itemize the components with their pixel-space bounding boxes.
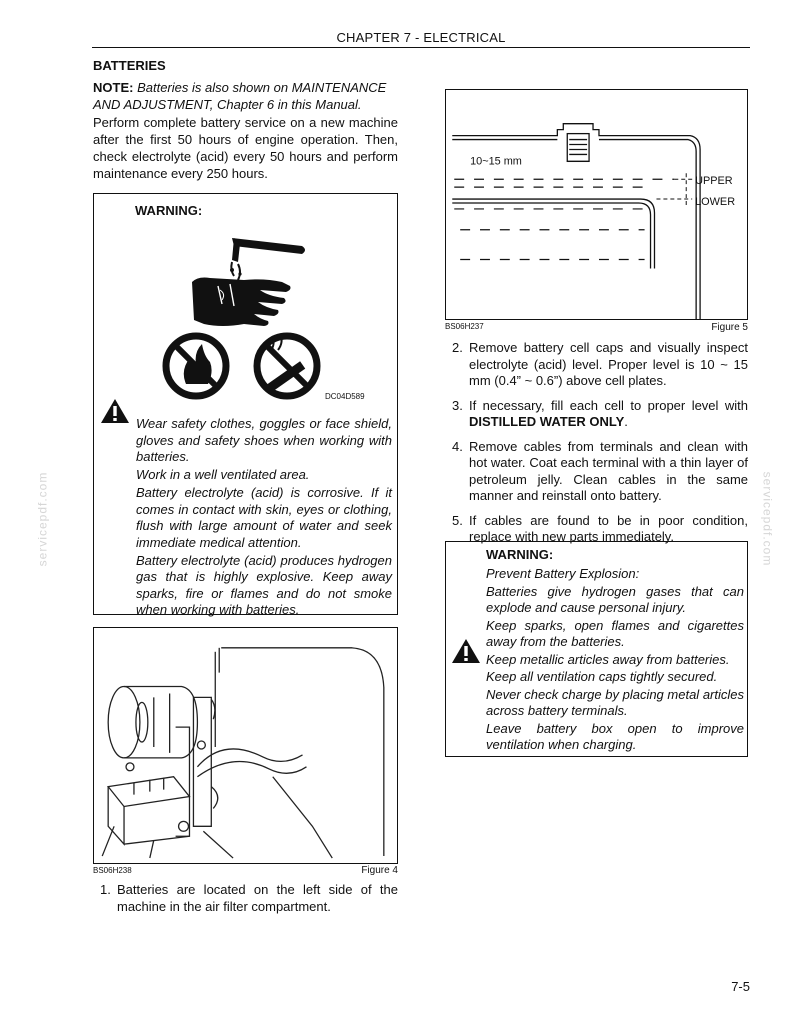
chapter-header: CHAPTER 7 - ELECTRICAL — [336, 30, 506, 45]
warning-line: Work in a well ventilated area. — [136, 467, 310, 482]
warning-line: Keep all ventilation caps tightly secured. — [486, 669, 718, 684]
step-text — [469, 398, 748, 431]
warning-line: Battery electrolyte (acid) produces hydrogen gas that is highly explosive. Keep away sparks, fire or flames and do not smoke when working with batteries. — [136, 552, 392, 617]
intro-paragraph: Perform complete battery service on a new machine after the first 50 hours of engine operation. Then, check electrolyte (acid) every 50 hours and perform maintenance every 250 hours. — [93, 115, 398, 181]
header-divider — [92, 47, 750, 48]
step-text: Remove cables from terminals and clean with hot water. Coat each terminal with a thin layer of petroleum jelly. Clean cables in the same manner and reinstall onto battery. — [469, 438, 748, 503]
watermark-right: servicepdf.com — [760, 471, 775, 567]
safety-pictogram — [152, 224, 342, 402]
list-item — [452, 340, 748, 390]
warning-text — [486, 566, 744, 755]
hand-icon — [192, 278, 291, 327]
warning-box-electrolyte — [93, 193, 398, 615]
note-text: Batteries is also shown on MAINTENANCE AND ADJUSTMENT, Chapter 6 in this Manual. — [93, 80, 387, 112]
step-number: 1. — [100, 882, 111, 897]
warning-line: Never check charge by placing metal articles across battery terminals. — [486, 686, 744, 718]
section-title: BATTERIES — [93, 58, 166, 73]
step-number: 2. — [452, 340, 463, 355]
step-list-right — [452, 340, 748, 554]
figure-4-frame — [93, 627, 398, 864]
warning-line: Leave battery box open to improve ventilation when charging. — [486, 720, 744, 752]
warning-box-explosion — [445, 541, 748, 757]
warning-line: Keep metallic articles away from batteries. — [486, 651, 730, 667]
step-number: 4. — [452, 438, 463, 454]
list-item — [452, 398, 748, 431]
warning-label: WARNING: — [486, 547, 554, 562]
figure-5-frame — [445, 89, 748, 320]
step-number: 3. — [452, 397, 463, 413]
warning-triangle-icon — [451, 638, 481, 664]
warning-triangle-icon — [100, 398, 130, 424]
lower-level-label: LOWER — [695, 195, 736, 208]
warning-line: Wear safety clothes, goggles or face shield, gloves and safety shoes when working with batteries. — [136, 416, 392, 464]
no-flame-icon — [166, 336, 226, 396]
level-range-label: 10~15 mm — [470, 155, 522, 168]
battery-location-illustration — [94, 628, 397, 863]
step-text-part: If necessary, fill each cell to proper level with — [469, 397, 748, 413]
figure-5-caption: Figure 5 — [711, 322, 748, 333]
upper-level-label: UPPER — [695, 175, 733, 188]
warning-line: Prevent Battery Explosion: — [486, 566, 640, 581]
step-number: 5. — [452, 512, 463, 528]
figure-4-code: BS06H238 — [93, 866, 132, 875]
acid-tube-icon — [230, 238, 305, 280]
warning-line: Keep sparks, open flames and cigarettes away from the batteries. — [486, 617, 744, 649]
warning-text — [136, 416, 392, 620]
warning-line: Battery electrolyte (acid) is corrosive. If it comes in contact with skin, eyes or clothing, flush with large amount of water and seek immediate medical attention. — [136, 485, 392, 550]
electrolyte-level-diagram — [446, 90, 747, 319]
note-paragraph — [93, 79, 398, 113]
list-item — [100, 882, 398, 915]
step-text-end: . — [624, 414, 628, 429]
watermark-left: servicepdf.com — [35, 471, 50, 567]
step-text: If cables are found to be in poor condition, replace with new parts immediately. — [469, 512, 748, 544]
pictogram-code: DC04D589 — [325, 392, 365, 401]
figure-5-code: BS06H237 — [445, 322, 484, 331]
step-text: Remove battery cell caps and visually inspect electrolyte (acid) level. Proper level is 10 ~ 15 mm (0.4” ~ 0.6”) above cell plates. — [469, 340, 748, 388]
step-list-left — [100, 882, 398, 915]
list-item — [452, 439, 748, 505]
page-number: 7-5 — [731, 979, 750, 994]
step-emphasis: DISTILLED WATER ONLY — [469, 414, 625, 429]
no-smoking-icon — [257, 334, 317, 396]
step-text: Batteries are located on the left side of the machine in the air filter compartment. — [117, 882, 398, 914]
note-label: NOTE: — [93, 80, 134, 95]
figure-4-caption: Figure 4 — [361, 865, 398, 876]
warning-line: Batteries give hydrogen gases that can explode and cause personal injury. — [486, 583, 744, 615]
warning-label: WARNING: — [135, 203, 203, 218]
